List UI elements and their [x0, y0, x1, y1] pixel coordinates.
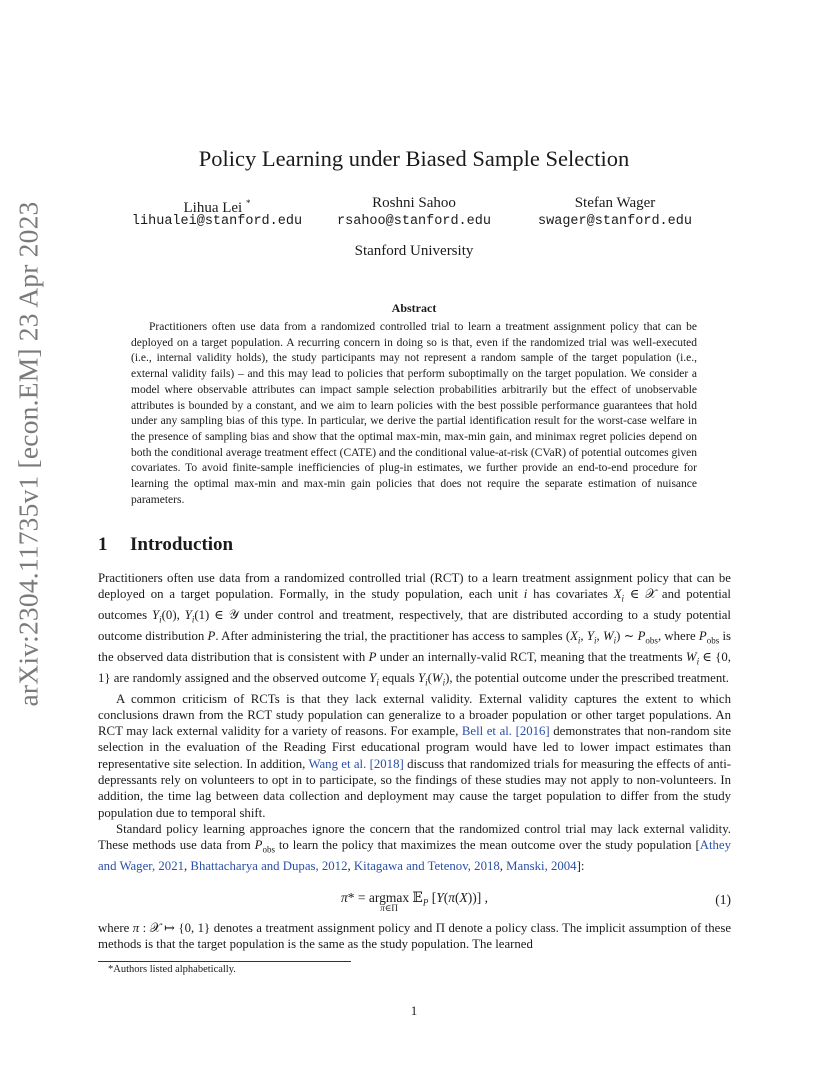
citation-link[interactable]: Bhattacharya and Dupas, 2012 [190, 859, 348, 874]
paragraph: where π : 𝒳 ↦ {0, 1} denotes a treatment assignment policy and Π denote a policy class. The implicit assumption of these methods is that the target population is the same as the study population. The learned [98, 921, 732, 952]
citation-link[interactable]: Wang et al. [2018] [308, 756, 404, 771]
citation-link[interactable]: Kitagawa and Tetenov, 2018 [353, 859, 500, 874]
argmax-operator: argmax π∈Π [368, 890, 410, 913]
author-email[interactable]: lihualei@stanford.edu [131, 214, 303, 229]
author-name: Stefan Wager [574, 195, 656, 211]
paragraph: A common criticism of RCTs is that they lack external validity. External validity captures the extent to which conclusions drawn from the RCT study population can generalize to a broader population or other target populations. An RCT may lack external validity for a variety of reasons. For example, Bell et al. [2016] demonstrates that non-random site selection in the evaluation of the Reading First educational program would have led to lower impact estimates than representative site selection. In addition, Wang et al. [2018] discuss that randomized trials for measuring the effects of anti-depressants rely on volunteers to opt in to participate, so the findings of these studies may not apply to non-volunteers. In addition, the time lag between data collection and deployment may cause the target population to differ from the study population due to temporal shift. [98, 691, 732, 820]
section-title: Introduction [130, 534, 234, 555]
author-block [530, 193, 700, 229]
citation-link[interactable]: Athey and Wager, 2021 [98, 838, 731, 874]
author-email[interactable]: rsahoo@stanford.edu [337, 214, 491, 229]
author-block [334, 193, 494, 229]
author-name: Lihua Lei * [183, 198, 251, 216]
section-number: 1 [98, 534, 108, 555]
introduction-body-continued [98, 920, 731, 953]
paragraph: Practitioners often use data from a randomized controlled trial (RCT) to a learn treatment assignment policy that can be deployed on a target population. Formally, in the study population, each unit i has covariates $X_i$ ∈ 𝒳 and potential outcomes $Y_i(0)$, $Y_i(1)$ ∈ 𝒴 under control and treatment, respectively, that are distributed according to a study potential outcome distribution P. After administering the trial, the practitioner has access to samples ($X_i$, $Y_i$, $W_i$) ∼ $P_{obs}$, where $P_{obs}$ is the observed data distribution that is consistent with P under an internally-valid RCT, meaning that the treatments $W_i$ ∈ {0, 1} are randomly assigned and the observed outcome $Y_i$ equals $Y_i(W_i)$, the potential outcome under the prescribed treatment. [98, 571, 731, 688]
citation-link[interactable]: Manski, 2004 [506, 859, 577, 874]
citation-link[interactable]: Bell et al. [2016] [461, 724, 550, 739]
section-heading [98, 534, 233, 556]
equation-formula: π* = argmax π∈Π 𝔼$_P$ [Y(π(X))] , [341, 890, 488, 913]
abstract-heading: Abstract [391, 301, 437, 315]
introduction-body [98, 570, 731, 874]
footnote: *Authors listed alphabetically. [108, 964, 236, 975]
paragraph: Standard policy learning approaches ignore the concern that the randomized control trial may lack external validity. These methods use data from $P_{obs}$ to learn the policy that maximizes the mean outcome over the study population [Athey and Wager, 2021, Bhattacharya and Dupas, 2012, Kitagawa and Tetenov, 2018, Manski, 2004]: [98, 821, 731, 874]
page-number: 1 [410, 1003, 418, 1018]
author-email[interactable]: swager@stanford.edu [538, 214, 692, 229]
abstract-text: Practitioners often use data from a randomized controlled trial to learn a treatment assignment policy that can be deployed on a target population. A recurring concern in doing so is that, even if the randomized trial was well-executed (i.e., internal validity holds), the study participants may not represent a random sample of the target population (i.e., external validity fails) – and this may lead to policies that perform suboptimally on the target population. We consider a model where observable attributes can impact sample selection probabilities arbitrarily but the effect of unobservable attributes is bounded by a constant, and we aim to learn policies with the best possible performance guarantees that hold under any sampling bias of this type. In particular, we derive the partial identification result for the worst-case welfare in the presence of sampling bias and show that the optimal max-min, max-min gain, and minimax regret policies depend on both the conditional average treatment effect (CATE) and the conditional value-at-risk (CVaR) of potential outcomes given covariates. To avoid finite-sample inefficiencies of plug-in estimates, we further provide an end-to-end procedure for learning the optimal max-min and max-min gain policies that does not require the separate estimation of nuisance parameters. [131, 321, 697, 506]
author-name: Roshni Sahoo [372, 195, 456, 211]
author-block [122, 193, 312, 229]
footnote-divider [98, 961, 351, 962]
equation-number: (1) [715, 892, 731, 907]
paper-title: Policy Learning under Biased Sample Selection [198, 146, 630, 171]
affiliation: Stanford University [354, 243, 474, 259]
equation-1 [98, 888, 731, 920]
author-footnote-mark: * [245, 198, 251, 208]
arxiv-stamp-text: arXiv:2304.11735v1 [econ.EM] 23 Apr 2023 [12, 201, 43, 707]
